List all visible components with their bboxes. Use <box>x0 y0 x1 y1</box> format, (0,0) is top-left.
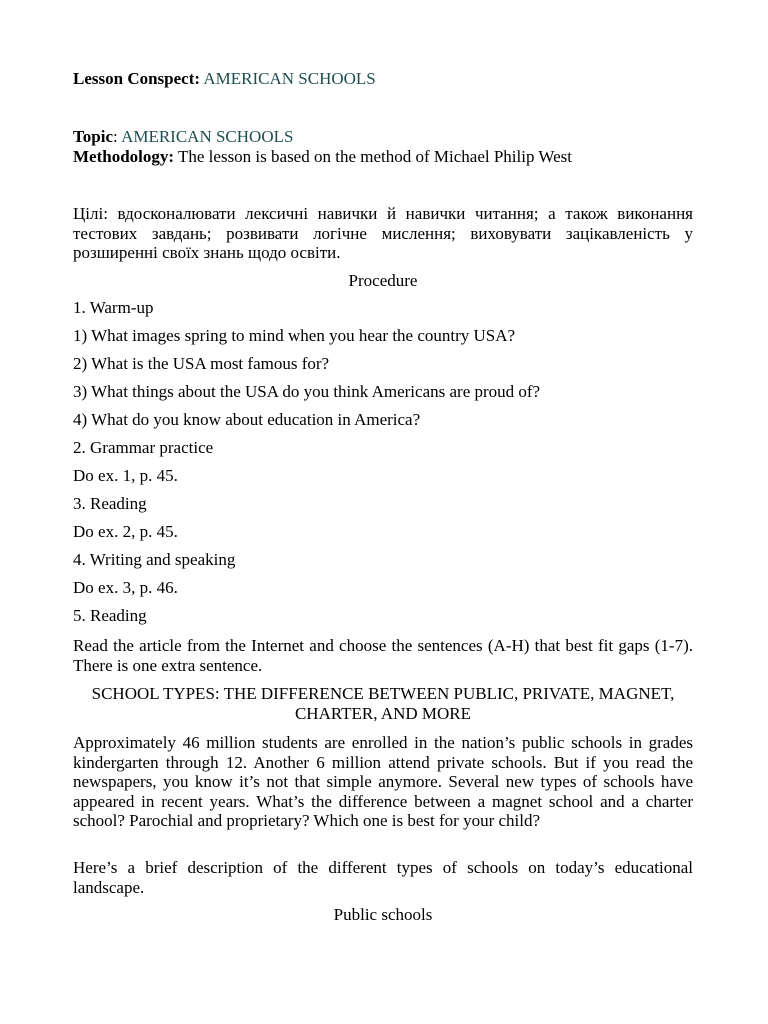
reading-instruction: Read the article from the Internet and choose the sentences (A-H) that best fit gaps (1-7). There is one extra sentence. <box>73 636 693 675</box>
step-grammar-practice: 2. Grammar practice <box>73 438 214 457</box>
methodology-line <box>73 147 693 167</box>
topic-label: Topic <box>73 127 114 146</box>
article-paragraph-2: Here’s a brief description of the different types of schools on today’s educational landscape. <box>73 858 693 897</box>
topic-line <box>73 127 693 147</box>
grammar-exercise: Do ex. 1, p. 45. <box>73 466 178 485</box>
writing-exercise: Do ex. 3, p. 46. <box>73 578 178 597</box>
step-reading: 3. Reading <box>73 494 147 513</box>
question-2: 2) What is the USA most famous for? <box>73 354 330 373</box>
question-1: 1) What images spring to mind when you hear the country USA? <box>73 326 516 345</box>
procedure-heading: Procedure <box>348 271 418 290</box>
lesson-conspect-line <box>73 69 693 89</box>
question-4: 4) What do you know about education in America? <box>73 410 421 429</box>
step-writing-speaking: 4. Writing and speaking <box>73 550 236 569</box>
goals-paragraph: Цілі: вдосконалювати лексичні навички й навички читання; а також виконання тестових завдань; розвивати логічне мислення; виховувати зацікавленість у розширенні своїх знань щодо освіти. <box>73 204 693 262</box>
methodology-value: The lesson is based on the method of Michael Philip West <box>178 147 572 166</box>
step-reading-2: 5. Reading <box>73 606 147 625</box>
conspect-value: AMERICAN SCHOOLS <box>203 69 376 88</box>
question-3: 3) What things about the USA do you think Americans are proud of? <box>73 382 541 401</box>
reading-exercise: Do ex. 2, p. 45. <box>73 522 178 541</box>
topic-colon: : <box>113 127 118 146</box>
public-schools-heading: Public schools <box>333 905 433 924</box>
step-warm-up: 1. Warm-up <box>73 298 154 317</box>
article-title: SCHOOL TYPES: THE DIFFERENCE BETWEEN PUBLIC, PRIVATE, MAGNET, CHARTER, AND MORE <box>91 684 675 723</box>
conspect-label: Lesson Conspect: <box>73 69 201 88</box>
article-paragraph-1: Approximately 46 million students are enrolled in the nation’s public schools in grades kindergarten through 12. Another 6 million attend private schools. But if you read the newspapers, you know it’s not that simple anymore. Several new types of schools have appeared in recent years. What’s the difference between a magnet school and a charter school? Parochial and proprietary? Which one is best for your child? <box>73 733 693 830</box>
topic-value: AMERICAN SCHOOLS <box>121 127 294 146</box>
methodology-label: Methodology: <box>73 147 175 166</box>
